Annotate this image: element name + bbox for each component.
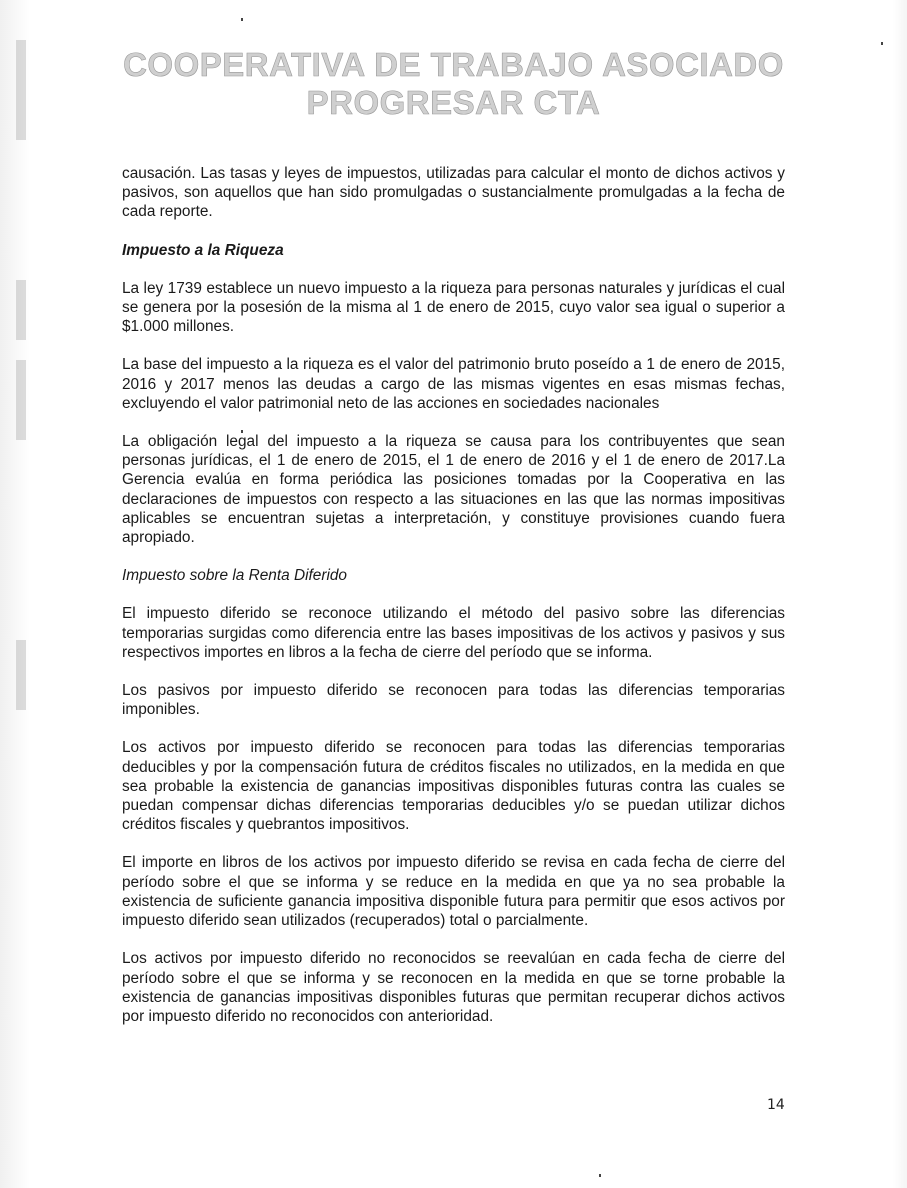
paragraph-wealth-tax-base: La base del impuesto a la riqueza es el valor del patrimonio bruto poseído a 1 de enero de 2015, 2016 y 2017 menos las deudas a cargo de las mismas vigentes en esas mismas fechas, excluyendo el valor patrimonial neto de las acciones en sociedades nacionales [122, 356, 785, 412]
paragraph-deferred-tax-reassessment: Los activos por impuesto diferido no reconocidos se reevalúan en cada fecha de cierre del período sobre el que se informa y se reconocen en la medida en que se torne probable la existencia de ganancias impositivas disponibles futuras que permitan recuperar dichos activos por impuesto diferido no reconocidos con anterioridad. [122, 950, 785, 1025]
paragraph-continuation: causación. Las tasas y leyes de impuestos, utilizadas para calcular el monto de dichos activos y pasivos, son aquellos que han sido promulgadas o sustancialmente promulgadas a la fecha de cada reporte. [122, 165, 785, 221]
paragraph-deferred-tax-method: El impuesto diferido se reconoce utilizando el método del pasivo sobre las diferencias temporarias surgidas como diferencia entre las bases impositivas de los activos y pasivos y sus respectivos importes en libros a la fecha de cierre del período que se informa. [122, 605, 785, 661]
scan-artifact [16, 280, 26, 340]
letterhead-line-1: COOPERATIVA DE TRABAJO ASOCIADO [123, 46, 784, 83]
scan-artifact [16, 640, 26, 710]
paragraph-deferred-tax-review: El importe en libros de los activos por impuesto diferido se revisa en cada fecha de cierre del período sobre el que se informa y se reduce en la medida en que ya no sea probable la existencia de suficiente ganancia impositiva disponible futura para permitir que esos activos por impuesto diferido sean utilizados (recuperados) total o parcialmente. [122, 854, 785, 930]
scan-shadow-right [893, 0, 907, 1188]
scan-speck [881, 42, 883, 45]
letterhead-line-2: PROGRESAR CTA [306, 84, 601, 121]
letterhead [0, 46, 907, 122]
scan-artifact [16, 360, 26, 440]
paragraph-wealth-tax-obligation: La obligación legal del impuesto a la riqueza se causa para los contribuyentes que sean personas jurídicas, el 1 de enero de 2015, el 1 de enero de 2016 y el 1 de enero de 2017.La Gerencia evalúa en forma periódica las posiciones tomadas por la Cooperativa en las declaraciones de impuestos con respecto a las situaciones en las que las normas impositivas aplicables se encuentran sujetas a interpretación, y constituye provisiones cuando fuera apropiado. [122, 433, 785, 547]
paragraph-deferred-tax-assets: Los activos por impuesto diferido se reconocen para todas las diferencias temporarias deducibles y por la compensación futura de créditos fiscales no utilizados, en la medida en que sea probable la existencia de ganancias impositivas disponibles futuras contra las cuales se puedan compensar dichas diferencias temporarias deducibles y/o se puedan utilizar dichos créditos fiscales y quebrantos impositivos. [122, 739, 785, 834]
scan-speck [241, 18, 243, 21]
section-heading-deferred-tax: Impuesto sobre la Renta Diferido [122, 567, 347, 585]
paragraph-deferred-tax-liabilities: Los pasivos por impuesto diferido se reconocen para todas las diferencias temporarias imponibles. [122, 682, 785, 719]
page-number: 14 [767, 1097, 785, 1113]
scan-shadow-left [0, 0, 30, 1188]
scan-speck [599, 1174, 601, 1177]
document-body [122, 164, 785, 1026]
paragraph-wealth-tax-law: La ley 1739 establece un nuevo impuesto a la riqueza para personas naturales y jurídicas el cual se genera por la posesión de la misma al 1 de enero de 2015, cuyo valor sea igual o superior a $1.000 millones. [122, 279, 785, 336]
section-heading-wealth-tax: Impuesto a la Riqueza [122, 241, 284, 259]
